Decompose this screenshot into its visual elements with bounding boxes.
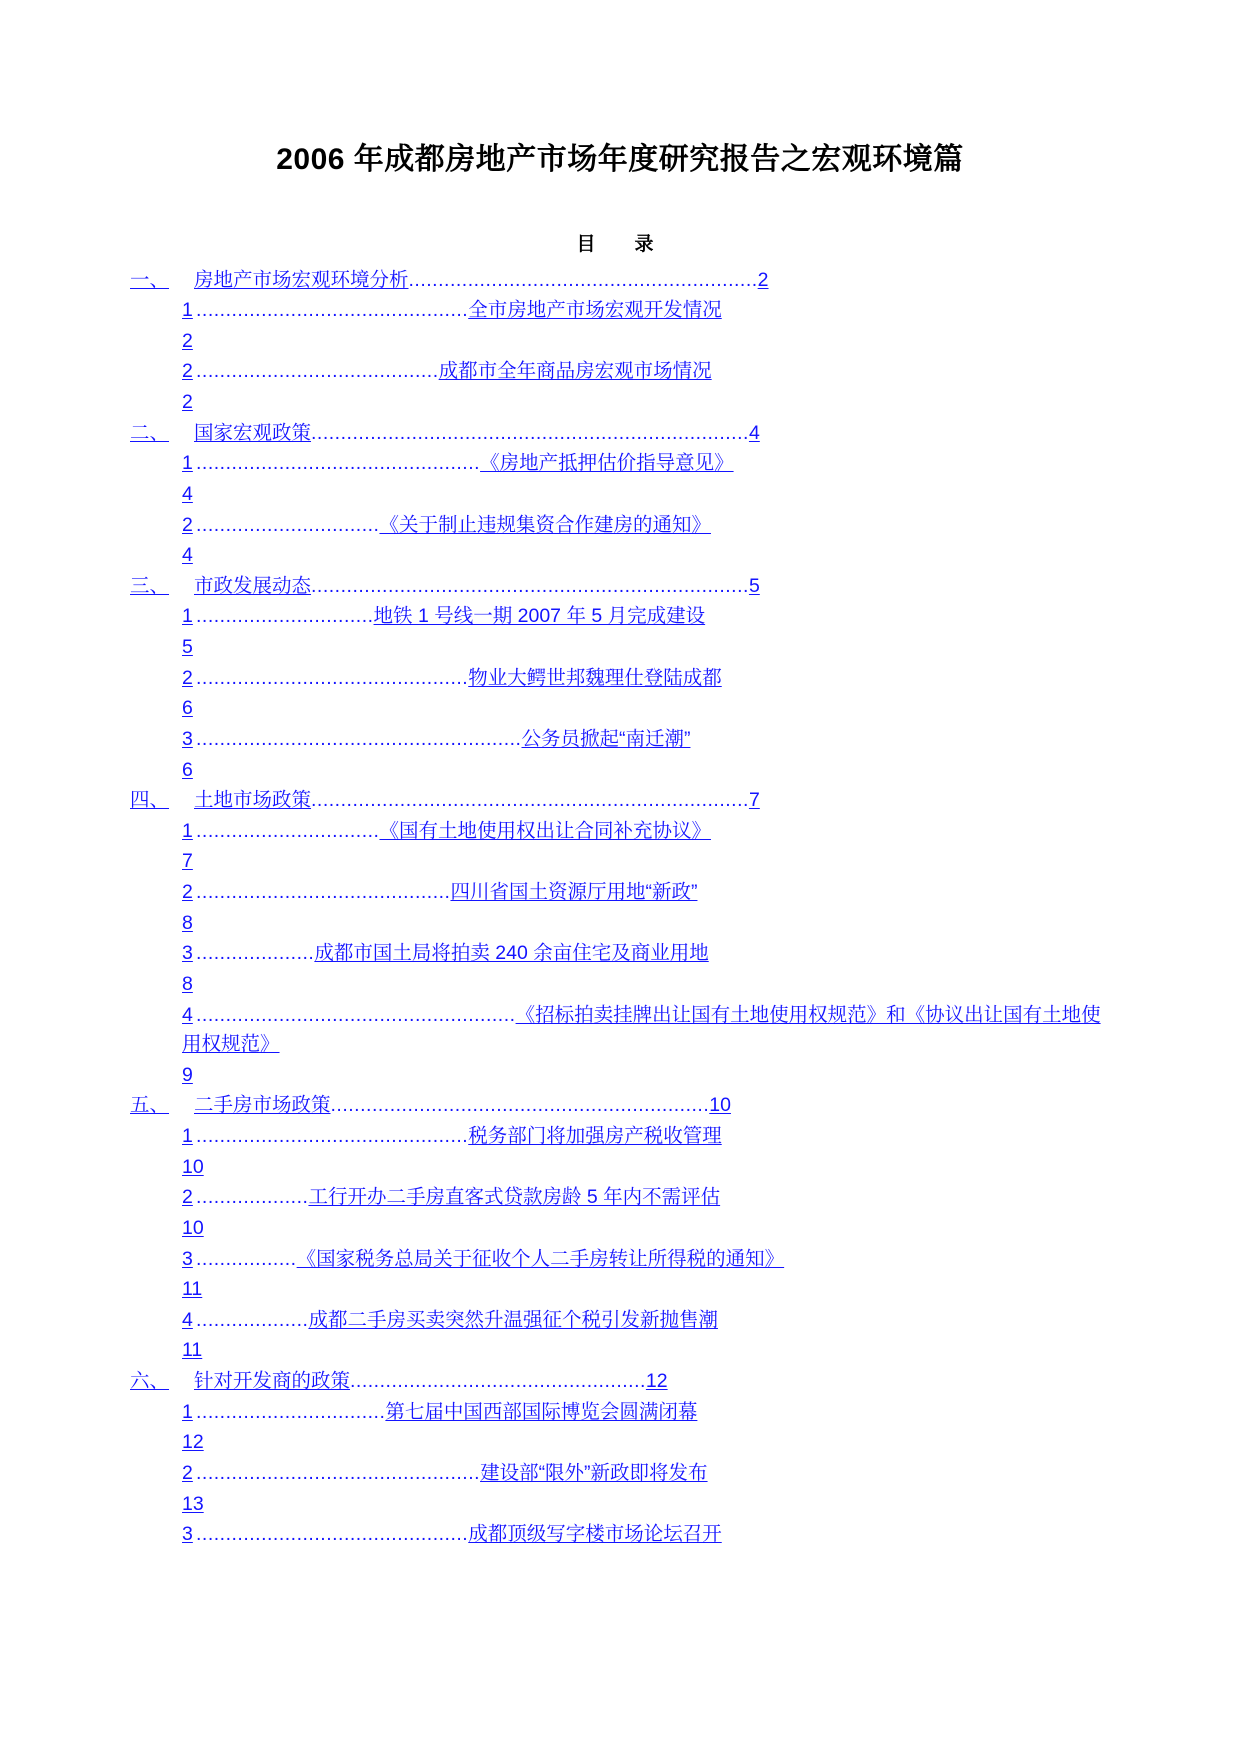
toc-entry-index[interactable]: 三、 bbox=[130, 574, 170, 597]
toc-entry-index[interactable]: 二、 bbox=[130, 421, 170, 444]
toc-entry-index[interactable]: 3 bbox=[182, 1247, 193, 1270]
toc-entry-index[interactable]: 3 bbox=[182, 1523, 193, 1546]
toc-entry-label[interactable]: 市政发展动态 bbox=[194, 574, 312, 597]
toc-entry-label[interactable]: 建设部“限外”新政即将发布 bbox=[480, 1461, 708, 1484]
toc-page-number[interactable]: 10 bbox=[182, 1155, 204, 1178]
toc-entry-label[interactable]: 四川省国土资源厅用地“新政” bbox=[450, 881, 698, 903]
toc-page-number[interactable]: 9 bbox=[182, 1063, 193, 1086]
toc-entry-index[interactable]: 2 bbox=[182, 881, 193, 903]
toc-leader-dots: .................... bbox=[196, 942, 315, 965]
toc-page-number[interactable]: 6 bbox=[182, 758, 193, 781]
toc-page-number[interactable]: 2 bbox=[182, 391, 193, 413]
toc-leader-dots: ........................................... bbox=[196, 881, 451, 903]
toc-entry-index[interactable]: 2 bbox=[182, 1461, 193, 1484]
toc-entry[interactable] bbox=[130, 786, 1110, 816]
toc-entry[interactable] bbox=[182, 1398, 1110, 1428]
toc-leader-dots: ............................... bbox=[196, 513, 380, 536]
toc-page-number[interactable]: 7 bbox=[182, 850, 193, 873]
toc-entry[interactable] bbox=[182, 939, 1110, 969]
toc-leader-dots: .......................................................................... bbox=[311, 574, 749, 597]
toc-entry-label[interactable]: 二手房市场政策 bbox=[194, 1094, 331, 1117]
toc-entry[interactable] bbox=[130, 572, 1110, 602]
toc-page-number[interactable]: 2 bbox=[757, 268, 769, 291]
toc-entry-label[interactable]: 国家宏观政策 bbox=[194, 421, 312, 444]
toc-entry-index[interactable]: 1 bbox=[182, 605, 193, 628]
toc-page-number[interactable]: 5 bbox=[748, 574, 760, 597]
toc-entry[interactable] bbox=[182, 664, 1110, 694]
toc-entry-label[interactable]: 房地产市场宏观环境分析 bbox=[194, 268, 409, 291]
toc-entry-index[interactable]: 五、 bbox=[130, 1094, 170, 1117]
toc-leader-dots: ......................................... bbox=[196, 360, 439, 383]
toc-entry-index[interactable]: 3 bbox=[182, 942, 193, 965]
toc-entry-label[interactable]: 税务部门将加强房产税收管理 bbox=[468, 1125, 722, 1147]
toc-entry[interactable] bbox=[182, 817, 1110, 847]
toc-entry[interactable] bbox=[182, 1245, 1110, 1275]
toc-entry-index[interactable]: 3 bbox=[182, 727, 193, 750]
toc-entry-label[interactable]: 成都二手房买卖突然升温强征个税引发新抛售潮 bbox=[308, 1308, 718, 1331]
toc-entry-index[interactable]: 1 bbox=[182, 819, 193, 842]
toc-leader-dots: .............................................. bbox=[196, 1125, 469, 1147]
toc-leader-dots: .............................................. bbox=[196, 1523, 469, 1546]
toc-entry-index[interactable]: 2 bbox=[182, 513, 193, 536]
toc-entry-index[interactable]: 4 bbox=[182, 1003, 193, 1026]
toc-page-number[interactable]: 12 bbox=[182, 1431, 204, 1454]
toc-page-number[interactable]: 5 bbox=[182, 636, 193, 658]
toc-page-number[interactable]: 7 bbox=[748, 789, 760, 812]
toc-leader-dots: ................................................ bbox=[196, 1461, 481, 1484]
toc-entry-label[interactable]: 《房地产抵押估价指导意见》 bbox=[480, 452, 734, 475]
toc-entry-label[interactable]: 物业大鳄世邦魏理仕登陆成都 bbox=[468, 666, 722, 689]
toc-leader-dots: ............................... bbox=[196, 819, 380, 842]
toc-heading: 目 录 bbox=[576, 233, 664, 255]
toc-page-number[interactable]: 4 bbox=[748, 421, 760, 444]
toc-entry[interactable] bbox=[130, 419, 1110, 449]
toc-entry[interactable] bbox=[182, 725, 1110, 755]
toc-leader-dots: ....................................................... bbox=[196, 727, 522, 750]
toc-entry[interactable] bbox=[130, 266, 1110, 296]
toc-entry[interactable] bbox=[182, 449, 1110, 479]
toc-leader-dots: .............................................. bbox=[196, 666, 469, 689]
toc-leader-dots: .......................................................................... bbox=[311, 789, 749, 812]
toc-page-number[interactable]: 12 bbox=[645, 1370, 668, 1392]
toc-entry-index[interactable]: 2 bbox=[182, 360, 193, 383]
toc-page-number[interactable]: 11 bbox=[182, 1278, 203, 1301]
toc-entry-label[interactable]: 地铁 1 号线一期 2007 年 5 月完成建设 bbox=[373, 605, 706, 628]
toc-leader-dots: ................................ bbox=[196, 1400, 386, 1423]
toc-leader-dots: .............................. bbox=[196, 605, 374, 628]
toc-entry[interactable] bbox=[182, 1459, 1110, 1489]
toc-entry-index[interactable]: 2 bbox=[182, 666, 193, 689]
toc-entry[interactable] bbox=[182, 602, 1110, 632]
toc-entry-index[interactable]: 四、 bbox=[130, 789, 170, 812]
toc-entry[interactable] bbox=[182, 1122, 1110, 1152]
toc-leader-dots: .............................................. bbox=[196, 299, 469, 322]
toc-leader-dots: ........................................................... bbox=[408, 268, 758, 291]
toc-page-number[interactable]: 2 bbox=[182, 329, 193, 352]
toc-entry-index[interactable]: 1 bbox=[182, 452, 193, 475]
toc-entry[interactable] bbox=[130, 1367, 1110, 1397]
toc-leader-dots: ...................................................... bbox=[196, 1003, 516, 1026]
toc-page-number[interactable]: 6 bbox=[182, 697, 193, 720]
toc-entry[interactable] bbox=[182, 296, 1110, 326]
toc-entry-label[interactable]: 工行开办二手房直客式贷款房龄 5 年内不需评估 bbox=[308, 1186, 721, 1209]
toc-entry[interactable] bbox=[182, 1520, 1110, 1550]
toc-entry-label[interactable]: 成都市国土局将拍卖 240 余亩住宅及商业用地 bbox=[314, 942, 709, 965]
toc-entry-index[interactable]: 1 bbox=[182, 1125, 193, 1147]
toc-entry[interactable] bbox=[182, 1001, 1110, 1060]
toc-page-number[interactable]: 8 bbox=[182, 972, 193, 995]
toc-entry-index[interactable]: 1 bbox=[182, 299, 193, 322]
toc-entry-index[interactable]: 一、 bbox=[130, 268, 170, 291]
toc-leader-dots: .................................................. bbox=[350, 1370, 646, 1392]
toc-leader-dots: ................................................................ bbox=[330, 1094, 710, 1117]
toc-entry[interactable] bbox=[182, 357, 1110, 387]
toc-page-number[interactable]: 10 bbox=[709, 1094, 731, 1117]
toc-entry-index[interactable]: 1 bbox=[182, 1400, 193, 1423]
toc-entry-label[interactable]: 针对开发商的政策 bbox=[194, 1370, 351, 1392]
toc-page-number[interactable]: 8 bbox=[182, 911, 193, 934]
toc-entry[interactable] bbox=[182, 1306, 1110, 1336]
toc-entry-label[interactable]: 《关于制止违规集资合作建房的通知》 bbox=[379, 513, 711, 536]
toc-page-number[interactable]: 13 bbox=[182, 1492, 204, 1515]
page-title: 2006 年成都房地产市场年度研究报告之宏观环境篇 bbox=[276, 143, 964, 176]
toc-leader-dots: ................. bbox=[196, 1247, 297, 1270]
toc-leader-dots: .......................................................................... bbox=[311, 421, 749, 444]
toc-entry-label[interactable]: 第七届中国西部国际博览会圆满闭幕 bbox=[385, 1400, 698, 1423]
toc-entry-index[interactable]: 2 bbox=[182, 1186, 193, 1209]
toc-entry-label[interactable]: 公务员掀起“南迁潮” bbox=[521, 727, 691, 750]
toc-leader-dots: ................................................ bbox=[196, 452, 481, 475]
toc-entry[interactable] bbox=[182, 1183, 1110, 1213]
toc-entry-label[interactable]: 《国家税务总局关于征收个人二手房转让所得税的通知》 bbox=[296, 1247, 785, 1270]
toc-entry-label[interactable]: 土地市场政策 bbox=[194, 789, 312, 812]
toc-entry-label[interactable]: 成都市全年商品房宏观市场情况 bbox=[438, 360, 712, 383]
toc-entry-label[interactable]: 《招标拍卖挂牌出让国有土地使用权规范》和《协议出让国有土地使用权规范》 bbox=[182, 1003, 1101, 1056]
table-of-contents bbox=[130, 266, 1110, 1550]
toc-page-number[interactable]: 4 bbox=[182, 482, 193, 505]
toc-page-number[interactable]: 11 bbox=[182, 1339, 203, 1362]
toc-entry-label[interactable]: 《国有土地使用权出让合同补充协议》 bbox=[379, 819, 711, 842]
toc-entry[interactable] bbox=[182, 878, 1110, 908]
toc-leader-dots: ................... bbox=[196, 1186, 309, 1209]
toc-entry-label[interactable]: 全市房地产市场宏观开发情况 bbox=[468, 299, 722, 322]
toc-entry-index[interactable]: 六、 bbox=[130, 1370, 170, 1392]
toc-page-number[interactable]: 10 bbox=[182, 1216, 204, 1239]
toc-leader-dots: ................... bbox=[196, 1308, 309, 1331]
toc-entry[interactable] bbox=[130, 1091, 1110, 1121]
toc-entry[interactable] bbox=[182, 511, 1110, 541]
toc-page-number[interactable]: 4 bbox=[182, 544, 193, 567]
toc-entry-label[interactable]: 成都顶级写字楼市场论坛召开 bbox=[468, 1523, 722, 1546]
toc-entry-index[interactable]: 4 bbox=[182, 1308, 193, 1331]
